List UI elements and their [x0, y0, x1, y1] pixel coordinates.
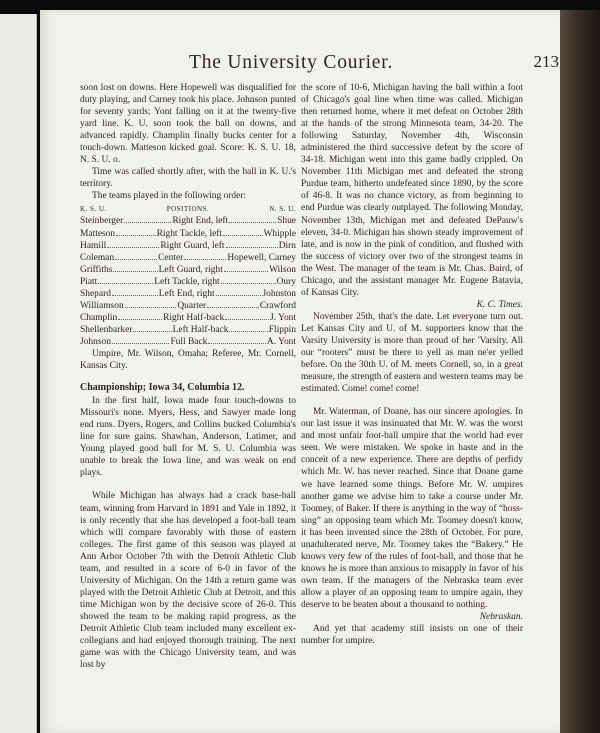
facing-page-edge: [0, 14, 37, 733]
lineup-header-positions: POSITIONS.: [166, 205, 210, 214]
paragraph: November 25th, that's the date. Let everyone turn out. Let Kansas City and U. of M. supporters know that the Varsity University is more than proud of her 'Varsity. All our “rooters” must be there to yell as man ne'er yelled before. On the 30th U. of M. meets Cornell, so, in a great measure, the strength of eastern and western teams may be estimated. Come! come! come!: [301, 311, 523, 395]
nsu-player: Hopewell, Carney: [227, 252, 296, 263]
leader-dots: [124, 222, 171, 223]
leader-dots: [184, 259, 226, 260]
attribution: [301, 299, 523, 311]
left-column: [80, 82, 296, 671]
leader-dots: [133, 331, 171, 332]
paragraph: soon lost on downs. Here Hopewell was disqualified for duty playing, and Carney took his place. Johnson punted for seventy yards; Yont falling on it at the twenty-five yard line. K. U. soon took the ball on downs, and advanced rapidly. Champlin finally bucks center for a touch-down. Matteson kicked goal. Score: K. S. U. 18, N. S. U. o.: [80, 83, 296, 166]
page-number: 213: [533, 52, 559, 71]
book-edge: [560, 10, 600, 733]
leader-dots: [116, 235, 155, 236]
running-header: [189, 52, 559, 76]
nsu-player: Crawford: [259, 300, 297, 311]
paragraph: The teams played in the following order:: [92, 191, 247, 202]
attribution-source: Nebraskan.: [479, 612, 523, 623]
nsu-player: J. Yont: [270, 312, 297, 323]
ksu-player: Steinberger: [80, 216, 124, 227]
leader-dots: [113, 271, 157, 272]
nsu-player: Flippin: [268, 324, 297, 335]
leader-dots: [223, 235, 262, 236]
ksu-player: Shellenbarker: [80, 324, 133, 335]
nsu-player: A. Yont: [266, 336, 297, 347]
position: Right Half-back: [163, 312, 225, 323]
leader-dots: [112, 295, 158, 296]
nsu-player: Johnston: [262, 288, 297, 299]
position: Center: [158, 252, 184, 263]
leader-dots: [224, 271, 268, 272]
position: Quarter: [177, 300, 207, 311]
paragraph: the score of 10-6, Michigan having the ball within a foot of Chicago's goal line when time was called. Michigan then returned home, where it met defeat on October 28th at the hands of the strong Minnesota team, 34-20. The following Saturday, November 4th, Wisconsin administered the third successive defeat by the score of 34-18. Michigan went into this game badly crippled. On November 11th Michigan met and defeated the strong Purdue team, hitherto undefeated since 1890, by the score of 46-8. It was no chance victory, as from beginning to end Purdue was clearly outplayed. The following Monday, November 13th, Michigan met and defeated DePauw's eleven, 34-0. Michigan has shown steady improvement of late, and is now in the pink of condition, and flushed with the success of victory over two of the strongest teams in the West. The manager of the team is Mr. Chas. Baird, of Chicago, and the assistant manager Mr. Eugene Batavia, of Kansas City.: [301, 83, 523, 298]
lineup-header-nsu: N. S. U.: [269, 205, 296, 214]
position: Left Tackle, right: [154, 276, 220, 287]
lineup-row: [80, 300, 296, 312]
lineup-table: [80, 215, 296, 348]
position: Right End, left: [172, 216, 229, 227]
paragraph: Mr. Waterman, of Doane, has our sincere apologies. In our last issue it was insinuated that Mr. W. was the worst and most unfair foot-ball umpire that the world had ever seen. We were mistaken. We spoke in haste and in the conceit of a new experience. There are depths of perfidy which Mr. W. has never reached. Since that Doane game we have learned some things. Before Mr. W. umpires another game we advise him to take a course under Mr. Toomey, of Baker. If there is anything in the way of “hosssing” an opposing team which Mr. Toomey doesn't know, it has been invented since the 28th of October. For pure, unadulterated nerve, Mr. Toomey takes the “Bakery.” He knows very few of the rules of foot-ball, and those that he knows he is more than anxious to misapply in favor of his own team. If the managers of the Nebraska team ever allow a player of an opposing team to umpire again, they deserve to be beaten about a thousand to nothing.: [301, 407, 523, 610]
leader-dots: [229, 331, 267, 332]
position: Full Back: [170, 336, 208, 347]
ksu-player: Champlin: [80, 312, 118, 323]
attribution-source: K. C. Times.: [476, 299, 523, 310]
nsu-player: Whipple: [263, 228, 297, 239]
leader-dots: [207, 307, 259, 308]
lineup-row: [80, 252, 296, 264]
ksu-player: Johnson: [80, 336, 111, 347]
lineup-header: [80, 203, 296, 215]
right-column: [301, 82, 523, 647]
lineup-header-ksu: K. S. U.: [80, 205, 107, 214]
ksu-player: Shepard: [80, 288, 111, 299]
lineup-row: [80, 276, 296, 288]
ksu-player: Matteson: [80, 228, 116, 239]
section-heading: Championship; Iowa 34, Columbia 12.: [80, 382, 245, 394]
paragraph: And yet that academy still insists on one of their number for umpire.: [301, 624, 523, 647]
leader-dots: [115, 259, 157, 260]
journal-title: The University Courier.: [189, 52, 394, 73]
leader-dots: [221, 283, 276, 284]
attribution: [301, 611, 523, 623]
nsu-player: Shue: [277, 216, 296, 227]
leader-dots: [225, 319, 269, 320]
ksu-player: Williamson: [80, 300, 124, 311]
ksu-player: Griffiths: [80, 264, 113, 275]
lineup-row: [80, 336, 296, 348]
paragraph: In the first half, Iowa made four touch-downs to Missouri's none. Myers, Hess, and Sawyer made long end runs. Dyers, Rogers, and Collins bucked Columbia's line for sure gains. Shawhan, Anderson, Latimer, and Young played good ball for M. S. U. Columbia was unable to break the Iowa line, and was weak on end plays.: [80, 396, 296, 479]
position: Right Guard, left: [160, 240, 225, 251]
leader-dots: [208, 343, 265, 344]
ksu-player: Coleman: [80, 252, 115, 263]
position: Right Tackle, left: [156, 228, 223, 239]
lineup-row: [80, 215, 296, 227]
paragraph: While Michigan has always had a crack base-ball team, winning from Harvard in 1891 and Yale in 1892, it is only recently that she has developed a foot-ball team which will compare favorably with those of eastern colleges. The first game of this season was played at Ann Arbor October 7th with the Detroit Athletic Club team, and resulted in a score of 6-0 in favor of the University of Michigan. On the 14th a return game was played with the Detroit Athletic Club at Detroit, and this time Michigan won by the decisive score of 26-0. This showed the team to be making rapid progress, as the Detroit Athletic Club team included many excellent ex-collegians and had enjoyed thorough training. The next game was with the Chicago University team, and was lost by: [80, 491, 296, 671]
ksu-player: Piatt: [80, 276, 98, 287]
leader-dots: [229, 222, 276, 223]
leader-dots: [125, 307, 177, 308]
position: Left Half-back: [172, 324, 229, 335]
leader-dots: [112, 343, 169, 344]
nsu-player: Wilson: [269, 264, 297, 275]
officials: Umpire, Mr. Wilson, Omaha; Referee, Mr. Cornell, Kansas City.: [80, 348, 296, 372]
lineup-row: [80, 288, 296, 300]
leader-dots: [216, 295, 262, 296]
lineup-row: [80, 264, 296, 276]
position: Left Guard, right: [158, 264, 223, 275]
lineup-row: [80, 312, 296, 324]
paragraph: Time was called shortly after, with the ball in K. U.'s territory.: [80, 167, 296, 190]
nsu-player: Oury: [276, 276, 296, 287]
position: Left End, right: [158, 288, 215, 299]
leader-dots: [118, 319, 162, 320]
lineup-row: [80, 324, 296, 336]
lineup-row: [80, 228, 296, 240]
lineup-row: [80, 240, 296, 252]
leader-dots: [226, 247, 278, 248]
leader-dots: [98, 283, 153, 284]
leader-dots: [107, 247, 159, 248]
ksu-player: Hamill: [80, 240, 107, 251]
nsu-player: Dirn: [278, 240, 296, 251]
